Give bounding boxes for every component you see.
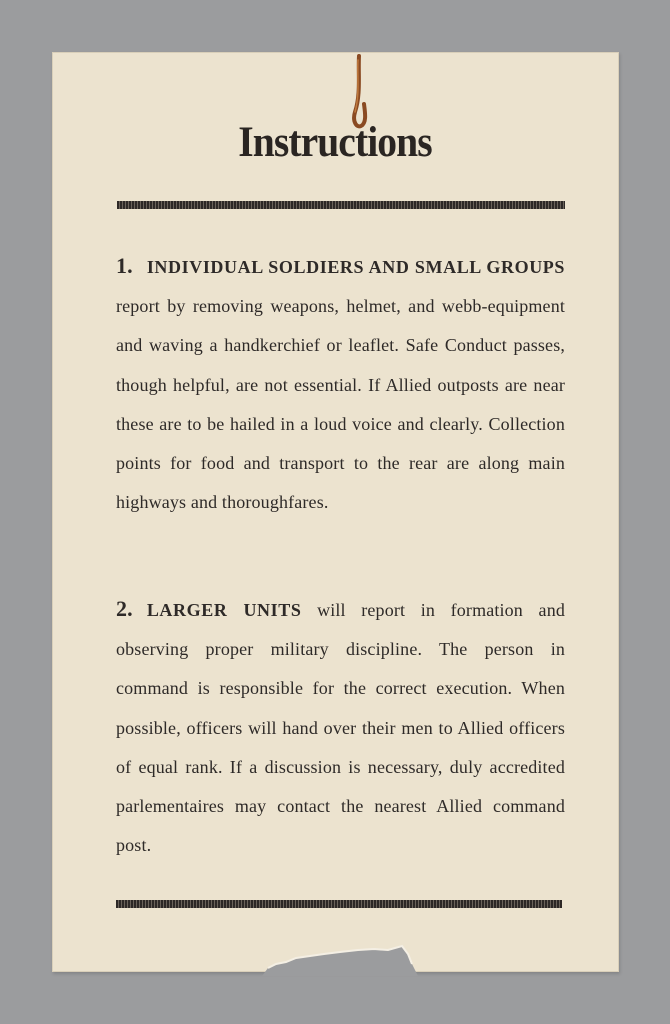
section-1-body: report by removing weapons, helmet, and webb-equipment and waving a handkerchief or leaflet. Safe Conduct passes, though helpful, are not essential. If Allied outposts are near these are to be hailed in a loud voice and clearly. Collection points for food and transport to the rear are along main highways and thoroughfares. — [116, 296, 565, 513]
top-divider — [117, 201, 565, 209]
section-2-number: 2. — [116, 596, 133, 621]
section-1-number: 1. — [116, 253, 133, 278]
bottom-divider — [116, 900, 562, 908]
section-2-body: will report in formation and observing proper military discipline. The person in command is responsible for the correct execution. When possible, officers will hand over their men to Allied officers of equal rank. If a discussion is necessary, duly accredited parlementaires may contact the nearest Allied command post. — [116, 600, 565, 856]
section-2-heading: LARGER UNITS — [146, 600, 302, 620]
section-1-heading: INDIVIDUAL SOLDIERS AND SMALL GROUPS — [146, 257, 565, 277]
section-1 — [116, 246, 565, 522]
section-2 — [116, 589, 565, 865]
page-title: Instructions — [238, 119, 432, 166]
torn-edge — [262, 928, 420, 976]
